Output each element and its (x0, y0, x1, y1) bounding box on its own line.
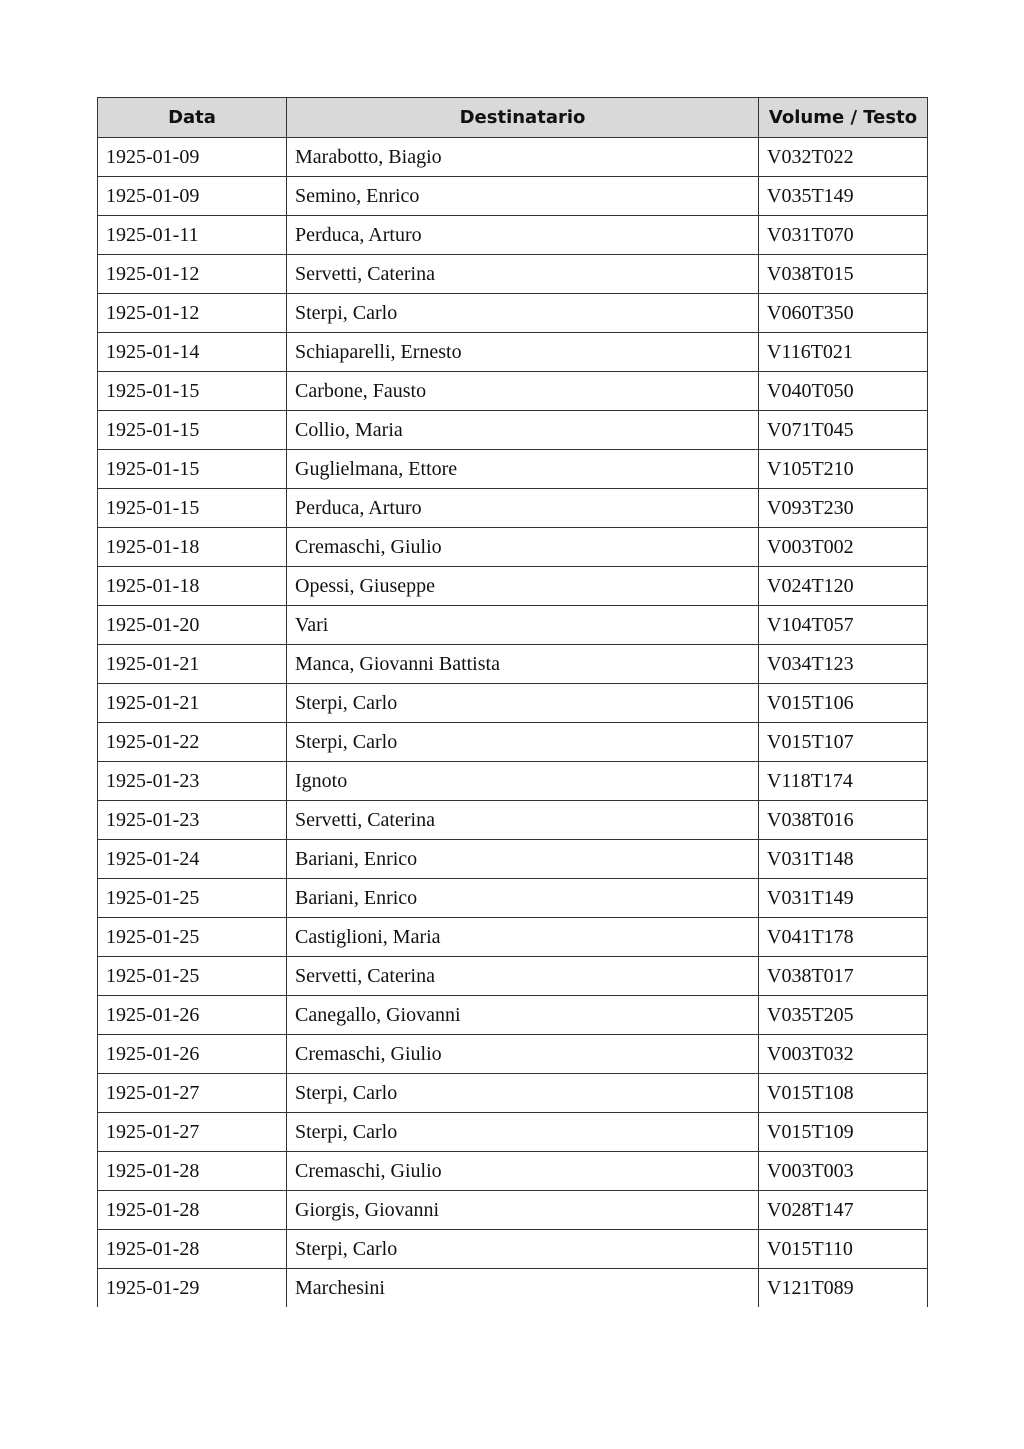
cell-volume: V003T002 (759, 528, 928, 567)
cell-volume: V024T120 (759, 567, 928, 606)
cell-date: 1925-01-14 (98, 333, 287, 372)
cell-volume: V015T108 (759, 1074, 928, 1113)
cell-recipient: Giorgis, Giovanni (287, 1191, 759, 1230)
cell-volume: V031T070 (759, 216, 928, 255)
table-row (98, 294, 928, 333)
cell-date: 1925-01-25 (98, 879, 287, 918)
cell-date: 1925-01-28 (98, 1230, 287, 1269)
table-row (98, 918, 928, 957)
header-recipient: Destinatario (287, 98, 759, 138)
cell-volume: V038T016 (759, 801, 928, 840)
table-row (98, 723, 928, 762)
table-row (98, 1035, 928, 1074)
cell-recipient: Cremaschi, Giulio (287, 528, 759, 567)
table-row (98, 567, 928, 606)
cell-date: 1925-01-27 (98, 1113, 287, 1152)
cell-recipient: Canegallo, Giovanni (287, 996, 759, 1035)
table-row (98, 1113, 928, 1152)
cell-recipient: Guglielmana, Ettore (287, 450, 759, 489)
cell-date: 1925-01-25 (98, 918, 287, 957)
cell-date: 1925-01-26 (98, 1035, 287, 1074)
cell-recipient: Perduca, Arturo (287, 216, 759, 255)
cell-recipient: Sterpi, Carlo (287, 723, 759, 762)
table-row (98, 996, 928, 1035)
cell-recipient: Opessi, Giuseppe (287, 567, 759, 606)
table-row (98, 1074, 928, 1113)
cell-date: 1925-01-23 (98, 762, 287, 801)
cell-volume: V032T022 (759, 138, 928, 177)
table-row (98, 606, 928, 645)
cell-date: 1925-01-12 (98, 255, 287, 294)
cell-date: 1925-01-24 (98, 840, 287, 879)
letters-table (97, 97, 928, 1307)
cell-volume: V003T003 (759, 1152, 928, 1191)
table-row (98, 372, 928, 411)
cell-recipient: Servetti, Caterina (287, 255, 759, 294)
cell-recipient: Vari (287, 606, 759, 645)
cell-date: 1925-01-28 (98, 1152, 287, 1191)
cell-recipient: Castiglioni, Maria (287, 918, 759, 957)
cell-recipient: Semino, Enrico (287, 177, 759, 216)
cell-volume: V105T210 (759, 450, 928, 489)
cell-date: 1925-01-15 (98, 411, 287, 450)
cell-volume: V040T050 (759, 372, 928, 411)
cell-recipient: Servetti, Caterina (287, 801, 759, 840)
cell-date: 1925-01-12 (98, 294, 287, 333)
table-row (98, 255, 928, 294)
table-row (98, 1191, 928, 1230)
cell-recipient: Sterpi, Carlo (287, 684, 759, 723)
cell-volume: V060T350 (759, 294, 928, 333)
cell-recipient: Cremaschi, Giulio (287, 1035, 759, 1074)
cell-recipient: Marchesini (287, 1269, 759, 1308)
cell-recipient: Manca, Giovanni Battista (287, 645, 759, 684)
table-row (98, 489, 928, 528)
cell-recipient: Ignoto (287, 762, 759, 801)
cell-date: 1925-01-15 (98, 450, 287, 489)
cell-date: 1925-01-23 (98, 801, 287, 840)
cell-date: 1925-01-18 (98, 567, 287, 606)
cell-date: 1925-01-09 (98, 138, 287, 177)
cell-volume: V003T032 (759, 1035, 928, 1074)
table-row (98, 762, 928, 801)
cell-volume: V034T123 (759, 645, 928, 684)
cell-volume: V035T205 (759, 996, 928, 1035)
header-date: Data (98, 98, 287, 138)
cell-volume: V015T109 (759, 1113, 928, 1152)
table-row (98, 138, 928, 177)
header-volume: Volume / Testo (759, 98, 928, 138)
cell-date: 1925-01-25 (98, 957, 287, 996)
table-body (98, 138, 928, 1308)
cell-date: 1925-01-20 (98, 606, 287, 645)
cell-volume: V015T106 (759, 684, 928, 723)
table-row (98, 840, 928, 879)
table-row (98, 450, 928, 489)
cell-volume: V038T015 (759, 255, 928, 294)
table-row (98, 1230, 928, 1269)
cell-recipient: Sterpi, Carlo (287, 1113, 759, 1152)
cell-volume: V118T174 (759, 762, 928, 801)
table-row (98, 1152, 928, 1191)
cell-date: 1925-01-09 (98, 177, 287, 216)
cell-date: 1925-01-22 (98, 723, 287, 762)
cell-recipient: Bariani, Enrico (287, 840, 759, 879)
table-row (98, 333, 928, 372)
cell-recipient: Sterpi, Carlo (287, 1074, 759, 1113)
table-row (98, 957, 928, 996)
cell-recipient: Sterpi, Carlo (287, 1230, 759, 1269)
cell-volume: V031T149 (759, 879, 928, 918)
cell-volume: V015T107 (759, 723, 928, 762)
cell-recipient: Bariani, Enrico (287, 879, 759, 918)
table-row (98, 1269, 928, 1308)
cell-volume: V038T017 (759, 957, 928, 996)
cell-volume: V041T178 (759, 918, 928, 957)
cell-recipient: Collio, Maria (287, 411, 759, 450)
table-row (98, 879, 928, 918)
cell-date: 1925-01-29 (98, 1269, 287, 1308)
cell-date: 1925-01-21 (98, 684, 287, 723)
cell-recipient: Cremaschi, Giulio (287, 1152, 759, 1191)
cell-volume: V116T021 (759, 333, 928, 372)
cell-volume: V104T057 (759, 606, 928, 645)
cell-recipient: Schiaparelli, Ernesto (287, 333, 759, 372)
table-row (98, 411, 928, 450)
cell-date: 1925-01-21 (98, 645, 287, 684)
cell-date: 1925-01-15 (98, 372, 287, 411)
cell-volume: V035T149 (759, 177, 928, 216)
table-row (98, 801, 928, 840)
cell-recipient: Sterpi, Carlo (287, 294, 759, 333)
table-row (98, 528, 928, 567)
table-header (98, 98, 928, 138)
cell-date: 1925-01-28 (98, 1191, 287, 1230)
cell-date: 1925-01-15 (98, 489, 287, 528)
cell-recipient: Perduca, Arturo (287, 489, 759, 528)
cell-volume: V121T089 (759, 1269, 928, 1308)
cell-recipient: Servetti, Caterina (287, 957, 759, 996)
cell-volume: V031T148 (759, 840, 928, 879)
cell-date: 1925-01-27 (98, 1074, 287, 1113)
cell-volume: V093T230 (759, 489, 928, 528)
table-row (98, 684, 928, 723)
cell-recipient: Carbone, Fausto (287, 372, 759, 411)
cell-date: 1925-01-18 (98, 528, 287, 567)
table-row (98, 216, 928, 255)
table-row (98, 177, 928, 216)
cell-volume: V015T110 (759, 1230, 928, 1269)
cell-date: 1925-01-11 (98, 216, 287, 255)
header-row (98, 98, 928, 138)
table-row (98, 645, 928, 684)
cell-recipient: Marabotto, Biagio (287, 138, 759, 177)
cell-volume: V071T045 (759, 411, 928, 450)
cell-volume: V028T147 (759, 1191, 928, 1230)
cell-date: 1925-01-26 (98, 996, 287, 1035)
